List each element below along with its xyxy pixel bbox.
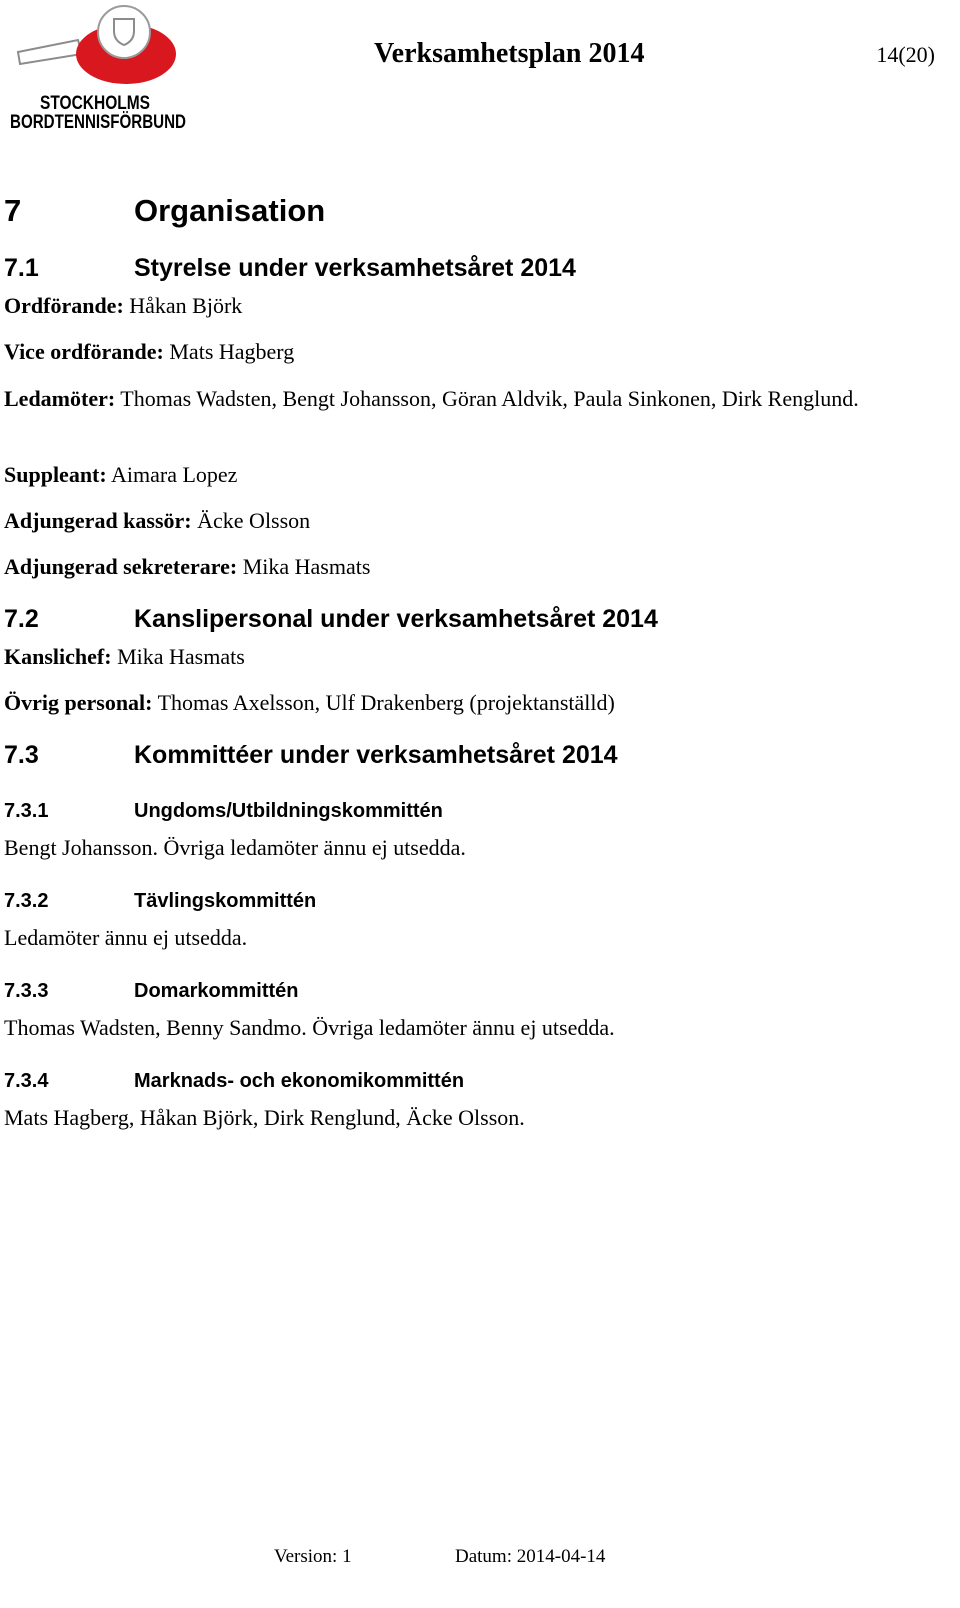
staff-row-other: Övrig personal: Thomas Axelsson, Ulf Drakenberg (projektanställd) [4, 690, 615, 715]
subsection-number: 7.2 [4, 605, 39, 633]
section-title: Organisation [134, 193, 326, 228]
document-title: Verksamhetsplan 2014 [374, 38, 645, 69]
footer-version: Version: 1 [274, 1546, 352, 1567]
page-number: 14(20) [876, 42, 935, 67]
subsection-title: Kanslipersonal under verksamhetsåret 2014 [134, 605, 658, 633]
committee-number: 7.3.1 [4, 800, 49, 822]
subsection-heading [4, 605, 658, 634]
subsection-title: Styrelse under verksamhetsåret 2014 [134, 254, 576, 282]
stockholms-bordtennisforbund-logo [8, 2, 190, 132]
subsection-title: Kommittéer under verksamhetsåret 2014 [134, 741, 618, 769]
board-row-vice-chair: Vice ordförande: Mats Hagberg [4, 339, 295, 364]
subsection-number: 7.3 [4, 741, 39, 769]
committee-title: Ungdoms/Utbildningskommittén [134, 800, 443, 822]
committee-title: Marknads- och ekonomikommittén [134, 1070, 465, 1092]
committee-members: Mats Hagberg, Håkan Björk, Dirk Renglund, Äcke Olsson. [4, 1105, 525, 1130]
committee-number: 7.3.4 [4, 1070, 49, 1092]
board-row-secretary: Adjungerad sekreterare: Mika Hasmats [4, 554, 371, 579]
committee-title: Tävlingskommittén [134, 890, 317, 912]
logo-text-line2: BORDTENNISFÖRBUND [10, 112, 186, 133]
board-row-chair: Ordförande: Håkan Björk [4, 293, 243, 318]
board-row-deputy: Suppleant: Aimara Lopez [4, 462, 238, 487]
committee-number: 7.3.2 [4, 890, 49, 912]
committee-heading [4, 800, 443, 823]
logo-text-line1: STOCKHOLMS [40, 93, 150, 114]
committee-heading [4, 890, 316, 913]
subsection-heading [4, 741, 618, 770]
subsection-number: 7.1 [4, 254, 39, 282]
committee-members: Thomas Wadsten, Benny Sandmo. Övriga ledamöter ännu ej utsedda. [4, 1015, 615, 1040]
subsection-heading [4, 254, 576, 283]
committee-members: Ledamöter ännu ej utsedda. [4, 925, 248, 950]
footer-date: Datum: 2014-04-14 [455, 1546, 606, 1567]
committee-number: 7.3.3 [4, 980, 49, 1002]
board-row-treasurer: Adjungerad kassör: Äcke Olsson [4, 508, 311, 533]
section-number: 7 [4, 193, 22, 228]
staff-row-office-manager: Kanslichef: Mika Hasmats [4, 644, 245, 669]
committee-heading [4, 980, 298, 1003]
committee-heading [4, 1070, 464, 1093]
committee-members: Bengt Johansson. Övriga ledamöter ännu ej utsedda. [4, 835, 466, 860]
board-row-members: Ledamöter: Thomas Wadsten, Bengt Johansson, Göran Aldvik, Paula Sinkonen, Dirk Renglund. [4, 386, 859, 411]
committee-title: Domarkommittén [134, 980, 299, 1002]
section-heading [4, 193, 325, 229]
